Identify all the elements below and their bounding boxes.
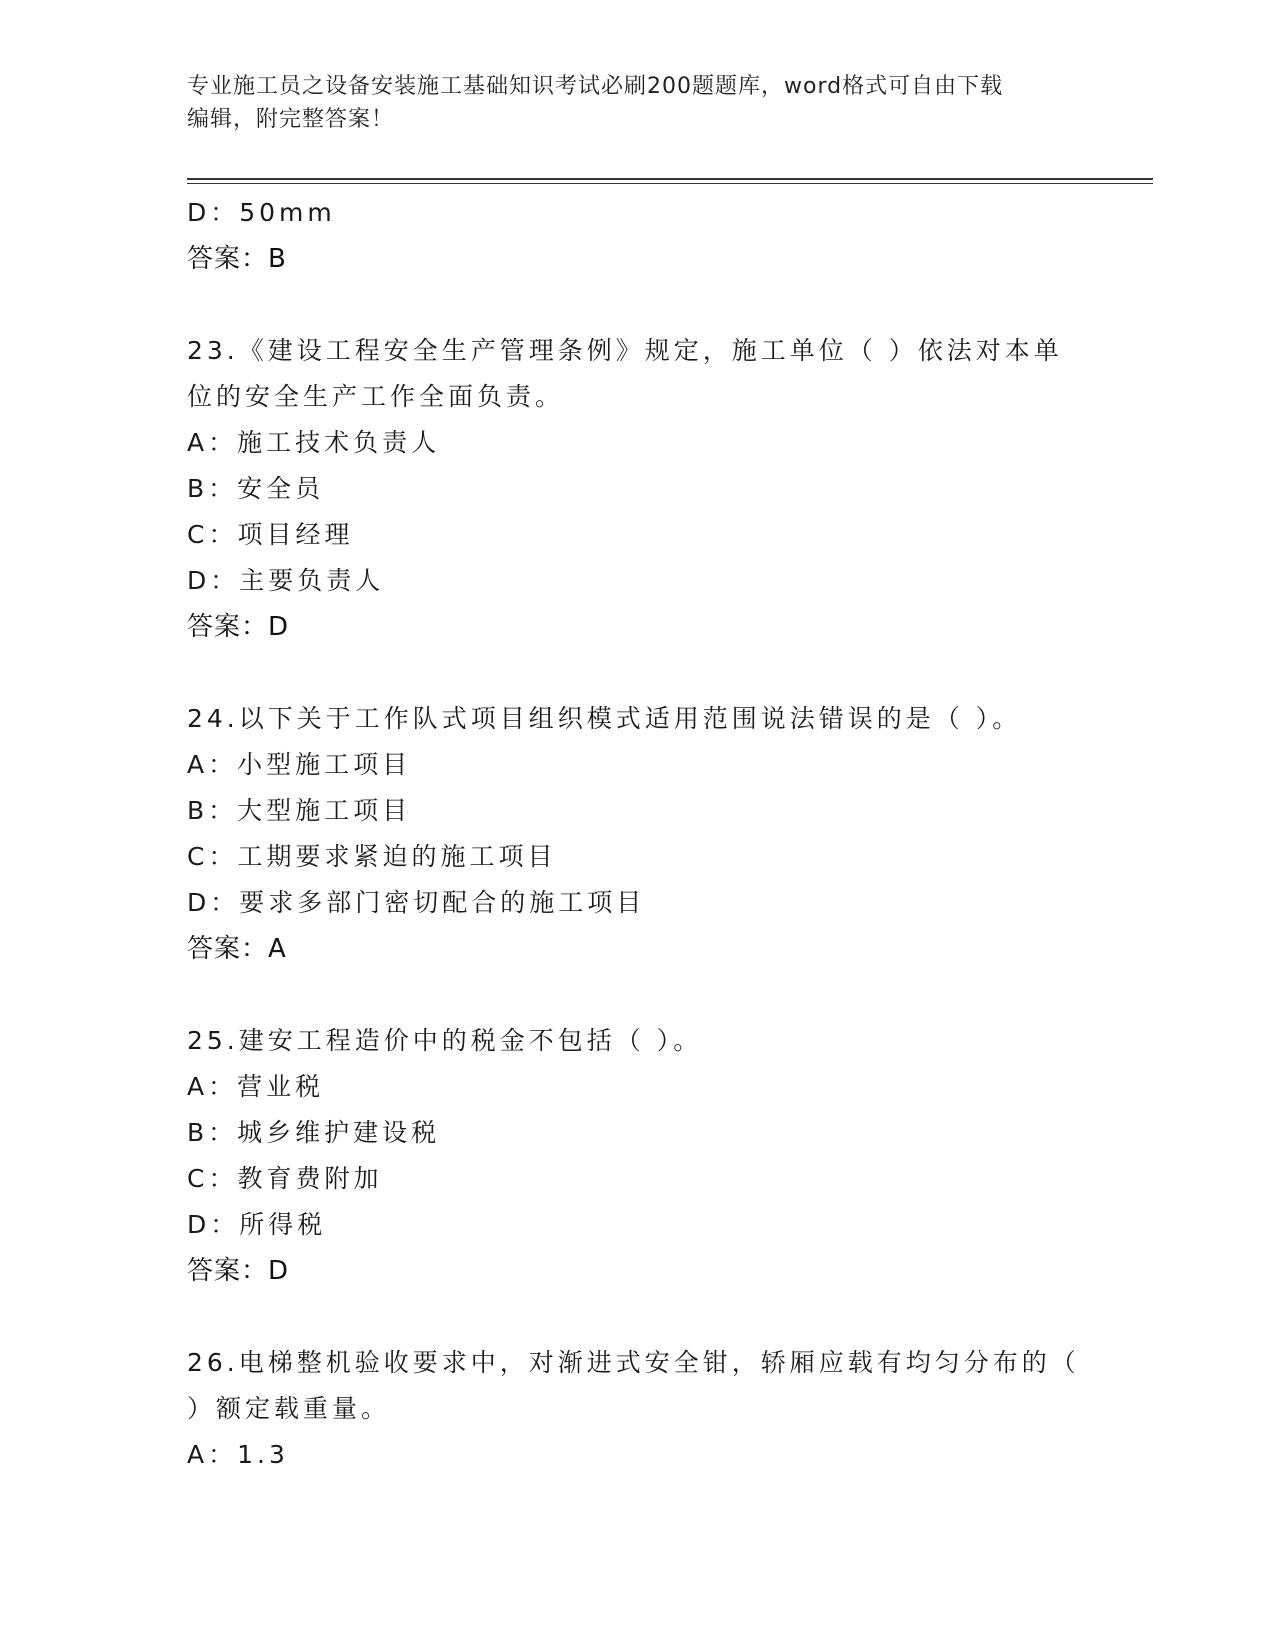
question-text: 23.《建设工程安全生产管理条例》规定，施工单位（ ）依法对本单 bbox=[187, 336, 1063, 365]
question-26 bbox=[187, 1340, 1087, 1478]
spacer bbox=[187, 972, 1087, 1018]
answer: 答案：D bbox=[187, 1256, 290, 1286]
question-text-cont: ）额定载重量。 bbox=[187, 1394, 391, 1423]
header-line-1: 专业施工员之设备安装施工基础知识考试必刷200题题库，word格式可自由下载 bbox=[187, 74, 1004, 99]
answer: 答案：D bbox=[187, 612, 290, 642]
option-d: D：主要负责人 bbox=[187, 566, 385, 595]
header-divider bbox=[187, 178, 1153, 184]
option-b: B：城乡维护建设税 bbox=[187, 1118, 441, 1147]
document-header bbox=[187, 70, 1087, 136]
document-body bbox=[187, 190, 1087, 1478]
option-d: D：50mm bbox=[187, 198, 336, 227]
spacer bbox=[187, 1294, 1087, 1340]
question-text: 26.电梯整机验收要求中，对渐进式安全钳，轿厢应载有均匀分布的（ bbox=[187, 1348, 1080, 1377]
option-a: A：小型施工项目 bbox=[187, 750, 412, 779]
option-a: A：施工技术负责人 bbox=[187, 428, 441, 457]
option-c: C：教育费附加 bbox=[187, 1164, 383, 1193]
option-b: B：大型施工项目 bbox=[187, 796, 412, 825]
question-23 bbox=[187, 328, 1087, 650]
option-b: B：安全员 bbox=[187, 474, 325, 503]
option-c: C：工期要求紧迫的施工项目 bbox=[187, 842, 557, 871]
spacer bbox=[187, 650, 1087, 696]
option-d: D：要求多部门密切配合的施工项目 bbox=[187, 888, 646, 917]
header-line-2: 编辑，附完整答案！ bbox=[187, 107, 395, 132]
option-a: A：1.3 bbox=[187, 1440, 289, 1469]
question-text-cont: 位的安全生产工作全面负责。 bbox=[187, 382, 565, 411]
option-c: C：项目经理 bbox=[187, 520, 354, 549]
question-24 bbox=[187, 696, 1087, 972]
question-text: 24.以下关于工作队式项目组织模式适用范围说法错误的是（ ）。 bbox=[187, 704, 1022, 733]
option-a: A：营业税 bbox=[187, 1072, 325, 1101]
option-d: D：所得税 bbox=[187, 1210, 327, 1239]
answer: 答案：B bbox=[187, 244, 287, 274]
answer: 答案：A bbox=[187, 934, 287, 964]
spacer bbox=[187, 282, 1087, 328]
question-25 bbox=[187, 1018, 1087, 1294]
question-22-tail bbox=[187, 190, 1087, 282]
question-text: 25.建安工程造价中的税金不包括（ ）。 bbox=[187, 1026, 703, 1055]
